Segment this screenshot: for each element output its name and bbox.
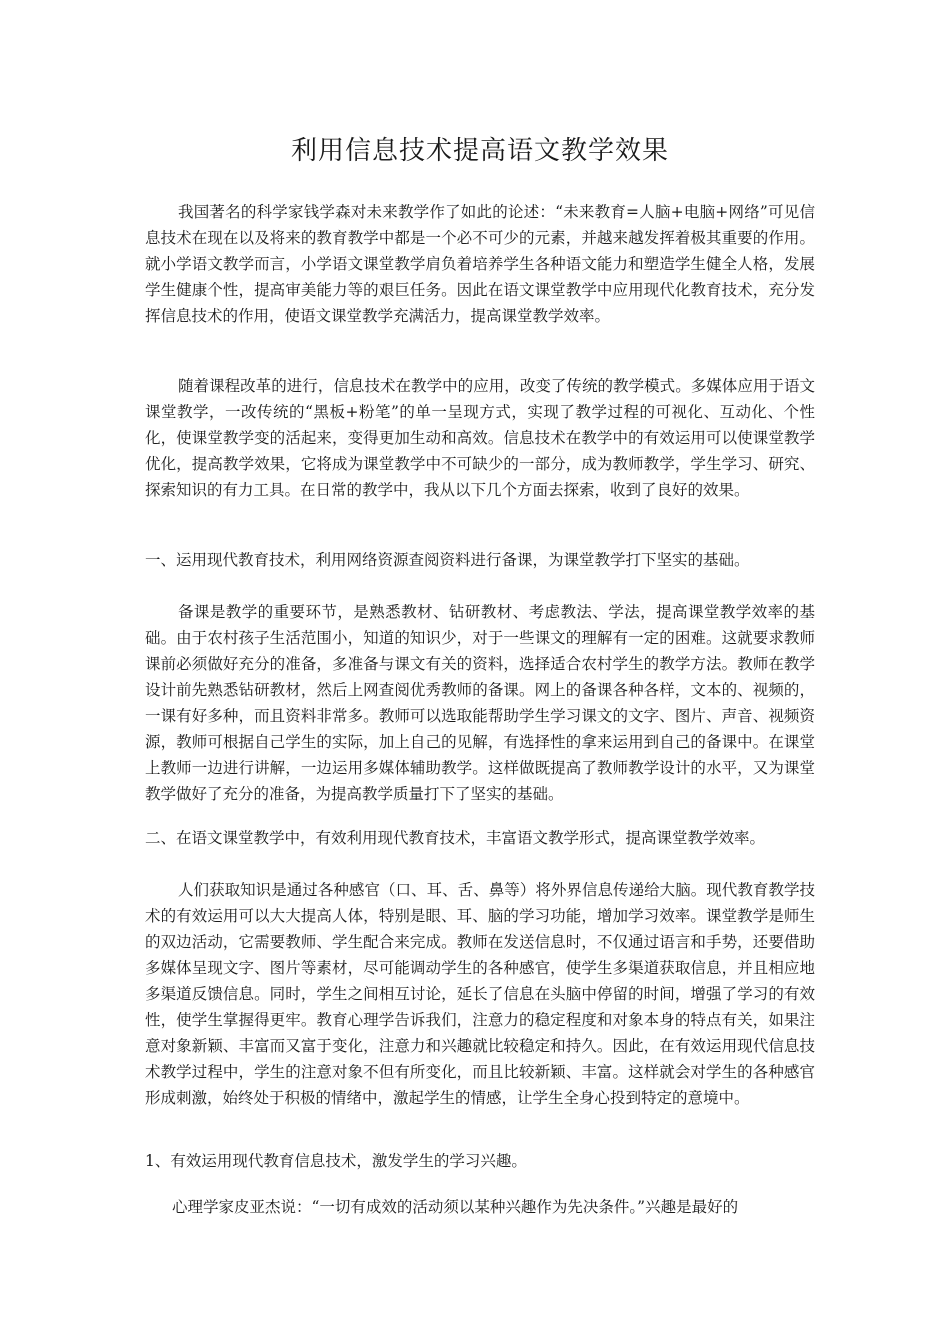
paragraph-piaget: 心理学家皮亚杰说：“一切有成效的活动须以某种兴趣作为先决条件。”兴趣是最好的 [172,1198,739,1216]
paragraph-curriculum-reform: 随着课程改革的进行，信息技术在教学中的应用，改变了传统的教学模式。多媒体应用于语文课堂教学，一改传统的“黑板+粉笔”的单一呈现方式，实现了教学过程的可视化、互动化、个性化，使课堂教学变的活起来，变得更加生动和高效。信息技术在教学中的有效运用可以使课堂教学优化，提高教学效果，它将成为课堂教学中不可缺少的一部分，成为教师教学，学生学习、研究、探索知识的有力工具。在日常的教学中，我从以下几个方面去探索，收到了良好的效果。 [145,377,815,499]
paragraph-senses: 人们获取知识是通过各种感官（口、耳、舌、鼻等）将外界信息传递给大脑。现代教育教学技术的有效运用可以大大提高人体，特别是眼、耳、脑的学习功能，增加学习效率。课堂教学是师生的双边活动，它需要教师、学生配合来完成。教师在发送信息时，不仅通过语言和手势，还要借助多媒体呈现文字、图片等素材，尽可能调动学生的各种感官，使学生多渠道获取信息，并且相应地多渠道反馈信息。同时，学生之间相互讨论，延长了信息在头脑中停留的时间，增强了学习的有效性，使学生掌握得更牢。教育心理学告诉我们，注意力的稳定程度和对象本身的特点有关，如果注意对象新颖、丰富而又富于变化，注意力和兴趣就比较稳定和持久。因此，在有效运用现代信息技术教学过程中，学生的注意对象不但有所变化，而且比较新颖、丰富。这样就会对学生的各种感官形成刺激，始终处于积极的情绪中，激起学生的情感，让学生全身心投到特定的意境中。 [145,881,815,1107]
subsection-heading-1: 1、有效运用现代教育信息技术，激发学生的学习兴趣。 [145,1152,527,1170]
paragraph-lesson-prep: 备课是教学的重要环节，是熟悉教材、钻研教材、考虑教法、学法，提高课堂教学效率的基础。由于农村孩子生活范围小，知道的知识少，对于一些课文的理解有一定的困难。这就要求教师课前必须做好充分的准备，多准备与课文有关的资料，选择适合农村学生的教学方法。教师在教学设计前先熟悉钻研教材，然后上网查阅优秀教师的备课。网上的备课各种各样，文本的、视频的，一课有好多种，而且资料非常多。教师可以选取能帮助学生学习课文的文字、图片、声音、视频资源，教师可根据自己学生的实际，加上自己的见解，有选择性的拿来运用到自己的备课中。在课堂上教师一边进行讲解，一边运用多媒体辅助教学。这样做既提高了教师教学设计的水平，又为课堂教学做好了充分的准备，为提高教学质量打下了坚实的基础。 [145,603,815,803]
section-heading-1: 一、运用现代教育技术，利用网络资源查阅资料进行备课，为课堂教学打下坚实的基础。 [145,551,750,569]
section-heading-2: 二、在语文课堂教学中，有效利用现代教育技术，丰富语文教学形式，提高课堂教学效率。 [145,829,766,847]
paragraph-intro: 我国著名的科学家钱学森对未来教学作了如此的论述：“未来教育=人脑+电脑+网络”可见信息技术在现在以及将来的教育教学中都是一个必不可少的元素，并越来越发挥着极其重要的作用。就小学语文教学而言，小学语文课堂教学肩负着培养学生各种语文能力和塑造学生健全人格，发展学生健康个性，提高审美能力等的艰巨任务。因此在语文课堂教学中应用现代化教育技术，充分发挥信息技术的作用，使语文课堂教学充满活力，提高课堂教学效率。 [145,203,815,325]
document-title: 利用信息技术提高语文教学效果 [290,136,669,166]
